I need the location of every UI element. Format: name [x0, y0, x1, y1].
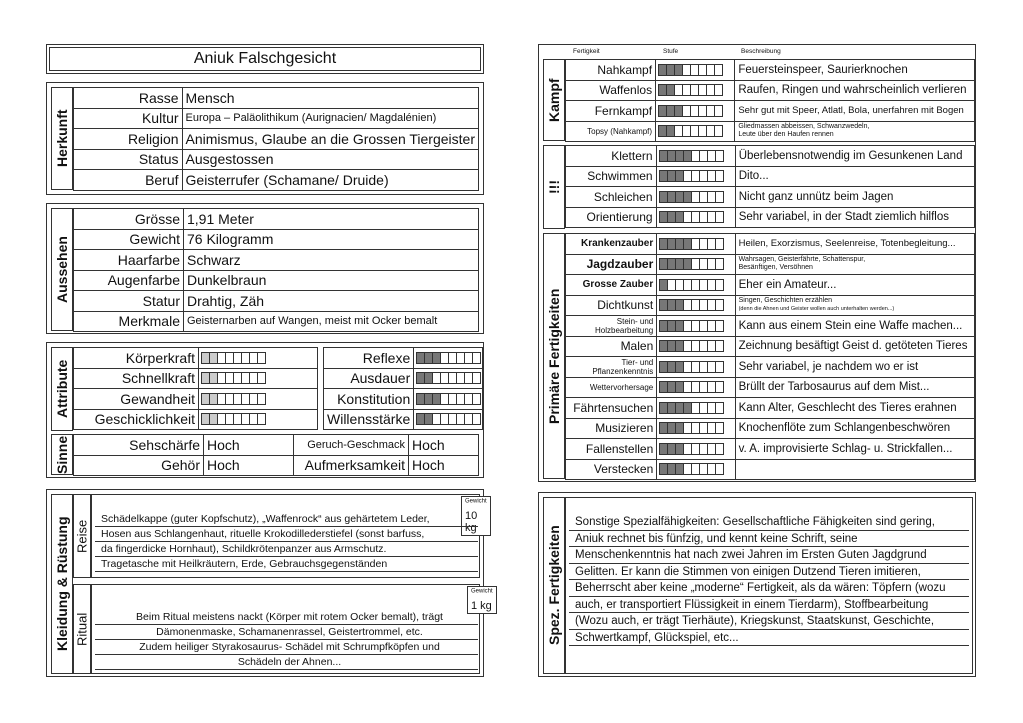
level-bar [659, 258, 723, 270]
level-bar [659, 381, 723, 393]
attribute-name: Reflexe [324, 348, 414, 369]
level-bar [416, 352, 480, 364]
attribute-row [74, 368, 318, 389]
skill-description: Überlebensnotwendig im Gesunkenen Land [735, 146, 974, 167]
sinne-table [73, 434, 479, 476]
herkunft-row [74, 170, 479, 191]
aussehen-key: Statur [74, 291, 184, 312]
level-bar [659, 170, 723, 182]
attribute-level [199, 368, 318, 389]
skill-level [656, 60, 735, 81]
skill-row [566, 80, 975, 101]
attribute-level [199, 348, 318, 369]
level-bar [659, 443, 723, 455]
text-line: Tragetasche mit Heilkräutern, Erde, Gebrauchsgegenständen [95, 557, 478, 572]
aussehen-row [74, 209, 479, 230]
text-line: Dämonenmaske, Schamanenrassel, Geistertrommel, etc. [95, 625, 478, 640]
aussehen-key: Grösse [74, 209, 184, 230]
skill-row [566, 187, 975, 208]
herkunft-key: Kultur [74, 108, 183, 129]
skill-level [657, 336, 735, 357]
attribute-name: Ausdauer [324, 368, 414, 389]
spez-lines [569, 514, 969, 646]
herkunft-key: Rasse [74, 88, 183, 109]
text-line: Zudem heiliger Styrakosaurus- Schädel mit Schrumpfköpfen und [95, 640, 478, 655]
attribute-name: Schnellkraft [74, 368, 199, 389]
level-bar [659, 361, 723, 373]
sinne-label: Sinne [51, 434, 73, 475]
level-bar [416, 393, 480, 405]
ritual-label: Ritual [73, 584, 91, 674]
skill-row [566, 398, 975, 419]
skill-description-line: Wahrsagen, Geisterfährte, Schattenspur, [738, 256, 866, 264]
skill-name: Fallenstellen [566, 439, 657, 460]
level-cell [257, 393, 266, 405]
attribute-row [74, 389, 318, 410]
skill-description [735, 254, 974, 275]
skill-description: Sehr variabel, in der Stadt ziemlich hilflos [735, 207, 974, 228]
skill-name: Stein- und Holzbearbeitung [566, 316, 657, 337]
skill-row [566, 336, 975, 357]
attribute-label: Attribute [51, 347, 73, 431]
level-bar [201, 372, 265, 384]
skill-level [657, 254, 735, 275]
skill-name: Krankenzauber [566, 234, 657, 255]
aussehen-key: Gewicht [74, 229, 184, 250]
skill-description: Dito... [735, 166, 974, 187]
skill-description: Brüllt der Tarbosaurus auf dem Mist... [735, 377, 974, 398]
herkunft-key: Beruf [74, 170, 183, 191]
level-bar [658, 125, 722, 137]
level-bar [201, 393, 265, 405]
level-cell [257, 413, 266, 425]
level-cell [715, 402, 724, 414]
level-cell [715, 258, 724, 270]
aussehen-value: 76 Kilogramm [184, 229, 479, 250]
sinne-value: Hoch [204, 455, 294, 476]
skill-row [566, 316, 975, 337]
reise-label: Reise [73, 494, 91, 578]
text-line: da fingerdicke Hornhaut), Schildkrötenpanzer aus Armschutz. [95, 542, 478, 557]
text-line: (Wozu auch, er trägt Tierhäute), Kriegskunst, Staatskunst, Geschichte, [569, 613, 969, 630]
level-cell [472, 393, 481, 405]
herkunft-label: Herkunft [51, 87, 73, 190]
sinne-value: Hoch [409, 435, 479, 456]
skill-row [566, 146, 975, 167]
aussehen-section [46, 203, 484, 334]
text-line: auch, er transportiert Flüssigkeit in einem Tierdarm), Stoffbearbeitung [569, 597, 969, 614]
text-line: Gelitten. Er kann die Stimmen von einigen Dutzend Tieren imitieren, [569, 564, 969, 581]
level-cell [472, 413, 481, 425]
skill-row [566, 60, 975, 81]
level-cell [715, 150, 724, 162]
character-name-box [46, 44, 484, 74]
skill-level [656, 207, 735, 228]
skill-row [566, 377, 975, 398]
herkunft-value: Ausgestossen [182, 149, 478, 170]
header-skill: Fertigkeit [573, 48, 600, 55]
sinne-key: Geruch-Geschmack [294, 435, 409, 456]
level-cell [714, 125, 723, 137]
skill-name: Tier- und Pflanzenkenntnis [566, 357, 657, 378]
ausrufe-label: !!! [543, 145, 565, 229]
ritual-lines [95, 610, 478, 670]
level-bar [659, 150, 723, 162]
attribute-row [324, 348, 483, 369]
skill-row [566, 459, 975, 480]
header-level: Stufe [663, 48, 679, 55]
text-line: Schädelkappe (guter Kopfschutz), „Waffenrock“ aus gehärtetem Leder, [95, 512, 478, 527]
attribute-level [199, 389, 318, 410]
text-line: Beim Ritual meistens nackt (Körper mit rotem Ocker bemalt), trägt [95, 610, 478, 625]
skill-name: Grosse Zauber [566, 275, 657, 296]
aussehen-label: Aussehen [51, 208, 73, 331]
skill-description: Nicht ganz unnütz beim Jagen [735, 187, 974, 208]
skill-name: Orientierung [566, 207, 657, 228]
skill-name: Waffenlos [566, 80, 656, 101]
skill-name: Musizieren [566, 418, 657, 439]
herkunft-key: Status [74, 149, 183, 170]
herkunft-value: Mensch [182, 88, 478, 109]
skill-name: Klettern [566, 146, 657, 167]
level-bar [659, 402, 723, 414]
skill-name: Schleichen [566, 187, 657, 208]
skill-row [566, 121, 975, 142]
level-cell [472, 352, 481, 364]
text-line: Schwertkampf, Glückspiel, etc... [569, 630, 969, 647]
level-cell [715, 238, 724, 250]
text-line: Hosen aus Schlangenhaut, rituelle Krokodillederstiefel (sonst barfuss, [95, 527, 478, 542]
level-bar [658, 105, 722, 117]
sinne-value: Hoch [204, 435, 294, 456]
skill-description: Heilen, Exorzismus, Seelenreise, Totenbegleitung... [735, 234, 974, 255]
skill-description: Sehr variabel, je nachdem wo er ist [735, 357, 974, 378]
level-cell [715, 299, 724, 311]
reise-lines [95, 512, 478, 572]
aussehen-row [74, 250, 479, 271]
skill-level [657, 439, 735, 460]
level-bar [659, 463, 723, 475]
attribute-section [46, 342, 484, 478]
level-bar [658, 84, 722, 96]
skill-row [566, 101, 975, 122]
skill-row [566, 357, 975, 378]
skill-description: Kann Alter, Geschlecht des Tieres erahnen [735, 398, 974, 419]
level-bar [659, 299, 723, 311]
primaer-label: Primäre Fertigkeiten [543, 233, 565, 479]
aussehen-row [74, 291, 479, 312]
skill-row [566, 439, 975, 460]
skill-name: Nahkampf [566, 60, 656, 81]
text-line: Sonstige Spezialfähigkeiten: Gesellschaftliche Fähigkeiten sind gering, [569, 514, 969, 531]
kleidung-label: Kleidung & Rüstung [51, 494, 73, 674]
skill-description [735, 459, 974, 480]
attribute-level [414, 389, 483, 410]
attribute-name: Gewandheit [74, 389, 199, 410]
text-line: Schädeln der Ahnen... [95, 655, 478, 670]
herkunft-row [74, 149, 479, 170]
skill-name: Topsy (Nahkampf) [566, 121, 656, 142]
skill-description: Kann aus einem Stein eine Waffe machen... [735, 316, 974, 337]
herkunft-row [74, 129, 479, 150]
skill-row [566, 166, 975, 187]
skill-level [656, 101, 735, 122]
ritual-weight-value: 1 kg [471, 600, 492, 612]
level-cell [715, 279, 724, 291]
skill-description-line: Singen, Geschichten erzählen [738, 297, 832, 305]
attribute-name: Geschicklichkeit [74, 409, 199, 430]
skill-name: Jagdzauber [566, 254, 657, 275]
text-line: Menschenkenntnis hat nach zwei Jahren im Ersten Guten Jagdgrund [569, 547, 969, 564]
aussehen-value: Schwarz [184, 250, 479, 271]
kampf-table [565, 59, 975, 142]
attribute-left-table [73, 347, 318, 430]
level-cell [715, 463, 724, 475]
level-cell [715, 361, 724, 373]
skill-level [657, 418, 735, 439]
reise-weight-label: Gewicht [465, 498, 487, 505]
aussehen-key: Augenfarbe [74, 270, 184, 291]
skill-level [657, 357, 735, 378]
skill-level [657, 377, 735, 398]
aussehen-value: Geisternarben auf Wangen, meist mit Ocker bemalt [184, 311, 479, 332]
attribute-row [324, 368, 483, 389]
herkunft-table [73, 87, 479, 191]
skill-level [657, 295, 735, 316]
level-cell [715, 381, 724, 393]
ritual-weight-label: Gewicht [471, 588, 493, 595]
aussehen-row [74, 311, 479, 332]
attribute-row [74, 348, 318, 369]
spez-section [538, 492, 976, 677]
herkunft-value: Geisterrufer (Schamane/ Druide) [182, 170, 478, 191]
level-bar [659, 340, 723, 352]
aussehen-key: Haarfarbe [74, 250, 184, 271]
level-cell [714, 64, 723, 76]
character-name: Aniuk Falschgesicht [49, 47, 481, 71]
level-cell [715, 191, 724, 203]
skill-level [657, 459, 735, 480]
skill-description-line: Gliedmassen abbeissen, Schwanzwedeln, [738, 123, 870, 131]
skill-description [735, 295, 974, 316]
attribute-row [324, 409, 483, 430]
attribute-level [414, 368, 483, 389]
level-cell [715, 340, 724, 352]
sinne-row [74, 455, 479, 476]
level-bar [416, 372, 480, 384]
spez-label: Spez. Fertigkeiten [543, 497, 565, 674]
aussehen-row [74, 270, 479, 291]
herkunft-section [46, 82, 484, 195]
level-cell [715, 422, 724, 434]
skill-description: Knochenflöte zum Schlangenbeschwören [735, 418, 974, 439]
level-cell [715, 170, 724, 182]
header-description: Beschreibung [741, 48, 781, 55]
aussehen-row [74, 229, 479, 250]
aussehen-key: Merkmale [74, 311, 184, 332]
sinne-row [74, 435, 479, 456]
skill-description: Zeichnung besäftigt Geist d. getöteten Tieres [735, 336, 974, 357]
skill-name: Malen [566, 336, 657, 357]
skill-row [566, 234, 975, 255]
sinne-key: Gehör [74, 455, 204, 476]
skill-level [656, 187, 735, 208]
kampf-label: Kampf [543, 59, 565, 141]
attribute-level [414, 409, 483, 430]
skill-level [657, 275, 735, 296]
skill-description-line: (denn die Ahnen und Geister wollen auch unterhalten werden...) [738, 306, 895, 313]
herkunft-row [74, 108, 479, 129]
skill-level [657, 398, 735, 419]
aussehen-table [73, 208, 479, 332]
herkunft-key: Religion [74, 129, 183, 150]
attribute-name: Willensstärke [324, 409, 414, 430]
ausrufe-table [565, 145, 975, 228]
level-cell [714, 84, 723, 96]
skill-row [566, 418, 975, 439]
level-cell [472, 372, 481, 384]
herkunft-value: Animismus, Glaube an die Grossen Tiergeister [182, 129, 478, 150]
skill-level [657, 316, 735, 337]
skill-description-line: Leute über den Haufen rennen [738, 131, 834, 139]
level-bar [201, 352, 265, 364]
level-bar [659, 191, 723, 203]
level-bar [659, 279, 723, 291]
attribute-level [414, 348, 483, 369]
text-line: Aniuk rechnet bis fünfzig, und kennt keine Schrift, seine [569, 531, 969, 548]
level-bar [201, 413, 265, 425]
skill-name: Schwimmen [566, 166, 657, 187]
attribute-right-table [323, 347, 483, 430]
skill-name: Verstecken [566, 459, 657, 480]
kleidung-section [46, 489, 493, 677]
skill-row [566, 295, 975, 316]
skill-name: Dichtkunst [566, 295, 657, 316]
attribute-name: Körperkraft [74, 348, 199, 369]
level-cell [714, 105, 723, 117]
skill-level [657, 234, 735, 255]
skill-name: Fernkampf [566, 101, 656, 122]
skill-level [656, 80, 735, 101]
level-bar [416, 413, 480, 425]
attribute-level [199, 409, 318, 430]
skill-row [566, 275, 975, 296]
skill-level [656, 121, 735, 142]
level-bar [658, 64, 722, 76]
skill-description-line: Besänftigen, Versöhnen [738, 264, 813, 272]
level-bar [659, 238, 723, 250]
level-cell [715, 320, 724, 332]
attribute-row [74, 409, 318, 430]
level-cell [715, 211, 724, 223]
level-cell [715, 443, 724, 455]
text-line: Beherrscht aber keine „moderne“ Fertigkeit, als da wären: Töpfern (wozu [569, 580, 969, 597]
aussehen-value: Dunkelbraun [184, 270, 479, 291]
skill-description: v. A. improvisierte Schlag- u. Strickfallen... [735, 439, 974, 460]
skill-level [656, 146, 735, 167]
skill-description [735, 121, 975, 142]
level-bar [659, 422, 723, 434]
herkunft-row [74, 88, 479, 109]
skill-level [656, 166, 735, 187]
attribute-name: Konstitution [324, 389, 414, 410]
skill-description: Sehr gut mit Speer, Atlatl, Bola, unerfahren mit Bogen [735, 101, 975, 122]
skill-description: Raufen, Ringen und wahrscheinlich verlieren [735, 80, 975, 101]
sinne-key: Aufmerksamkeit [294, 455, 409, 476]
level-cell [257, 372, 266, 384]
sinne-key: Sehschärfe [74, 435, 204, 456]
reise-weight-value: 10 kg [465, 510, 478, 534]
sinne-value: Hoch [409, 455, 479, 476]
herkunft-value: Europa – Paläolithikum (Aurignacien/ Magdalénien) [182, 108, 478, 129]
skill-row [566, 207, 975, 228]
skills-section [538, 44, 976, 482]
primaer-table [565, 233, 975, 480]
level-bar [659, 211, 723, 223]
aussehen-value: Drahtig, Zäh [184, 291, 479, 312]
skill-description: Eher ein Amateur... [735, 275, 974, 296]
skill-name: Wettervorhersage [566, 377, 657, 398]
skill-row [566, 254, 975, 275]
skill-name: Fährtensuchen [566, 398, 657, 419]
aussehen-value: 1,91 Meter [184, 209, 479, 230]
level-cell [257, 352, 266, 364]
skill-description: Feuersteinspeer, Saurierknochen [735, 60, 975, 81]
attribute-row [324, 389, 483, 410]
level-bar [659, 320, 723, 332]
